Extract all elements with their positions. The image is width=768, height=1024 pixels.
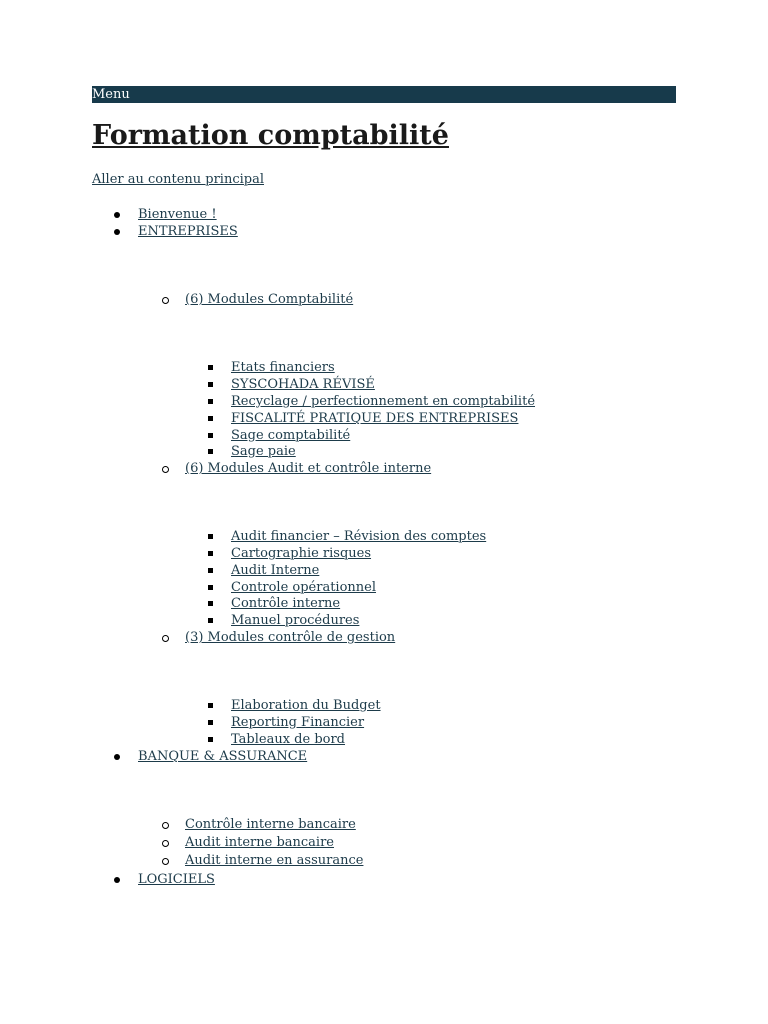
- nav-link-modules-gestion[interactable]: (3) Modules contrôle de gestion: [185, 630, 396, 645]
- bullet-square-icon: [208, 416, 213, 421]
- nav-link-elaboration-budget[interactable]: Elaboration du Budget: [231, 698, 381, 713]
- nav-link-controle-interne-bancaire[interactable]: Contrôle interne bancaire: [185, 817, 356, 832]
- bullet-disc-icon: [114, 754, 120, 760]
- nav-link-reporting-financier[interactable]: Reporting Financier: [231, 715, 365, 730]
- nav-link-tableaux-de-bord[interactable]: Tableaux de bord: [231, 732, 346, 747]
- bullet-square-icon: [208, 433, 213, 438]
- nav-link-fiscalite[interactable]: FISCALITÉ PRATIQUE DES ENTREPRISES: [231, 411, 519, 426]
- nav-link-modules-audit[interactable]: (6) Modules Audit et contrôle interne: [185, 461, 432, 476]
- bullet-square-icon: [208, 618, 213, 623]
- bullet-square-icon: [208, 703, 213, 708]
- bullet-disc-icon: [114, 229, 120, 235]
- bullet-square-icon: [208, 585, 213, 590]
- nav-link-syscohada[interactable]: SYSCOHADA RÉVISÉ: [231, 377, 375, 392]
- nav-link-audit-financier[interactable]: Audit financier – Révision des comptes: [231, 529, 487, 544]
- nav-link-cartographie-risques[interactable]: Cartographie risques: [231, 546, 372, 561]
- nav-link-audit-interne-bancaire[interactable]: Audit interne bancaire: [185, 835, 334, 850]
- bullet-square-icon: [208, 449, 213, 454]
- bullet-circle-icon: [162, 635, 169, 642]
- bullet-square-icon: [208, 568, 213, 573]
- nav-link-recyclage[interactable]: Recyclage / perfectionnement en comptabilité: [231, 394, 536, 409]
- bullet-square-icon: [208, 737, 213, 742]
- site-title-link[interactable]: Formation comptabilité: [92, 120, 449, 151]
- bullet-square-icon: [208, 534, 213, 539]
- nav-link-sage-comptabilite[interactable]: Sage comptabilité: [231, 428, 351, 443]
- nav-link-audit-interne[interactable]: Audit Interne: [231, 563, 320, 578]
- nav-link-bienvenue[interactable]: Bienvenue !: [138, 207, 217, 222]
- nav-link-banque-assurance[interactable]: BANQUE & ASSURANCE: [138, 749, 308, 764]
- bullet-circle-icon: [162, 466, 169, 473]
- menu-label: Menu: [92, 87, 130, 102]
- nav-link-etats-financiers[interactable]: Etats financiers: [231, 360, 335, 375]
- nav-link-controle-interne[interactable]: Contrôle interne: [231, 596, 341, 611]
- nav-link-audit-interne-assurance[interactable]: Audit interne en assurance: [185, 853, 364, 868]
- nav-link-modules-comptabilite[interactable]: (6) Modules Comptabilité: [185, 292, 354, 307]
- menu-toggle-bar[interactable]: [92, 86, 676, 103]
- bullet-square-icon: [208, 365, 213, 370]
- nav-link-controle-operationnel[interactable]: Controle opérationnel: [231, 580, 377, 595]
- bullet-disc-icon: [114, 877, 120, 883]
- nav-link-logiciels[interactable]: LOGICIELS: [138, 872, 215, 887]
- page-title[interactable]: [92, 118, 449, 154]
- nav-link-sage-paie[interactable]: Sage paie: [231, 444, 296, 459]
- bullet-square-icon: [208, 382, 213, 387]
- nav-link-entreprises[interactable]: ENTREPRISES: [138, 224, 238, 239]
- bullet-circle-icon: [162, 840, 169, 847]
- bullet-circle-icon: [162, 858, 169, 865]
- bullet-disc-icon: [114, 212, 120, 218]
- bullet-circle-icon: [162, 297, 169, 304]
- bullet-square-icon: [208, 399, 213, 404]
- nav-link-manuel-procedures[interactable]: Manuel procédures: [231, 613, 360, 628]
- bullet-square-icon: [208, 720, 213, 725]
- bullet-circle-icon: [162, 822, 169, 829]
- skip-to-content-link[interactable]: Aller au contenu principal: [92, 172, 265, 187]
- bullet-square-icon: [208, 551, 213, 556]
- bullet-square-icon: [208, 601, 213, 606]
